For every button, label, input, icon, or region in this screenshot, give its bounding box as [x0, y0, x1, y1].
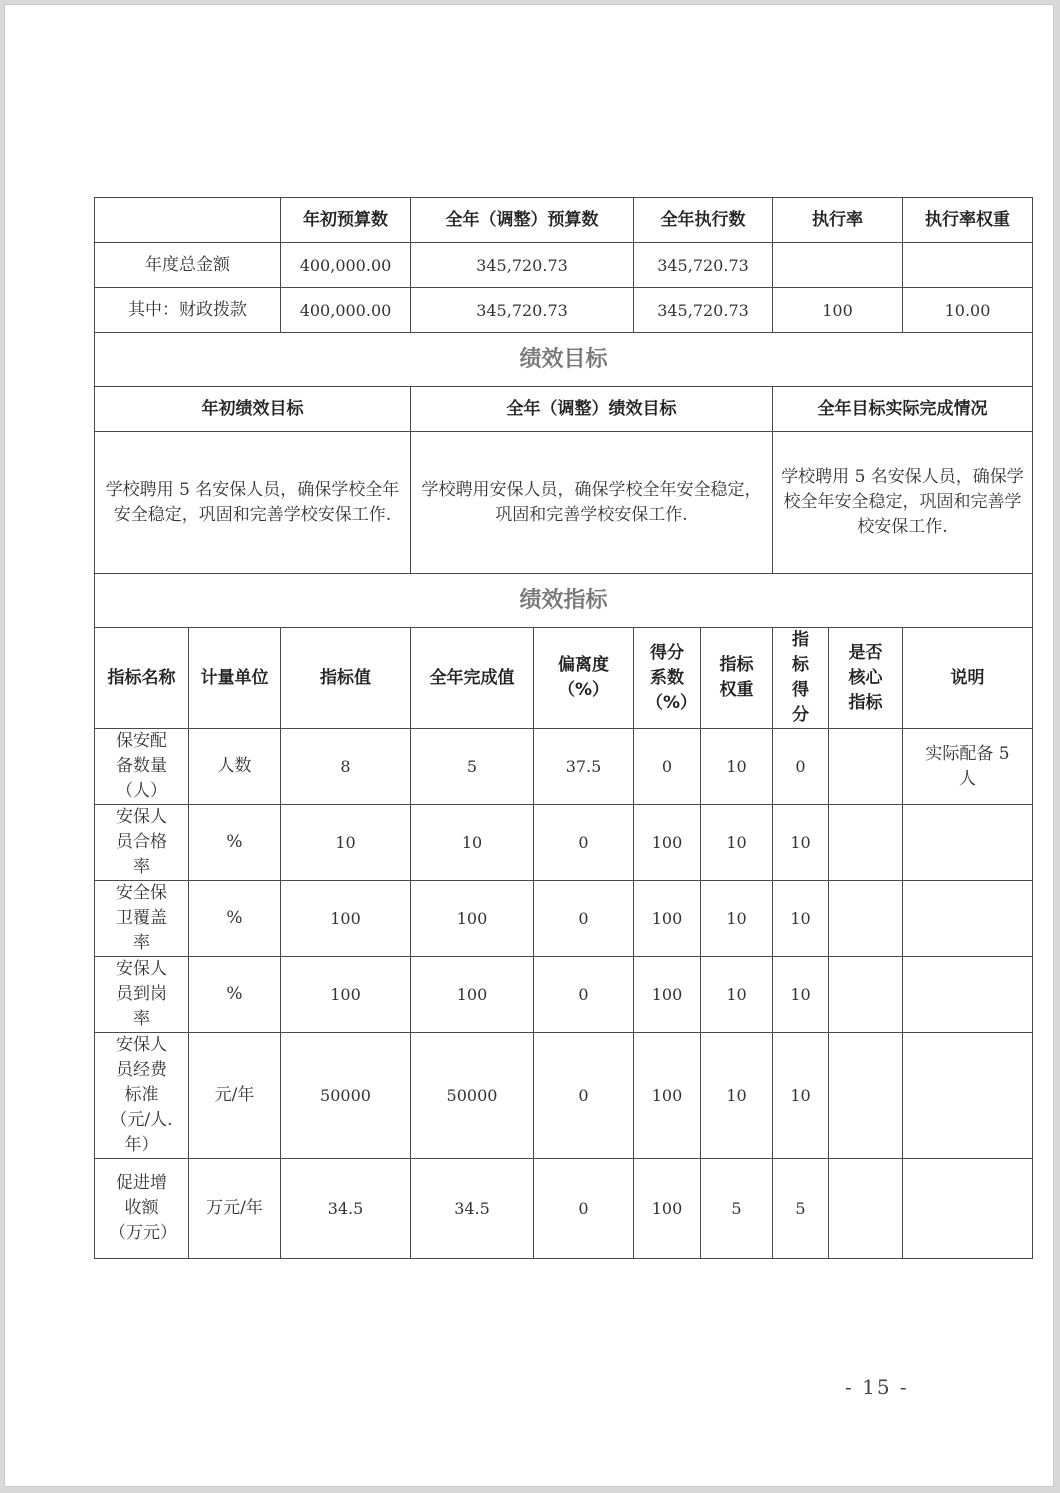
indicator-cell: 100 [634, 1033, 701, 1159]
indicator-cell: 37.5 [534, 729, 634, 805]
indicator-cell: % [189, 957, 281, 1033]
indicator-cell: 100 [634, 1159, 701, 1259]
table-row [95, 1159, 1033, 1259]
goals-header-cell: 全年目标实际完成情况 [773, 387, 1033, 432]
goal-adjusted: 学校聘用安保人员，确保学校全年安全稳定，巩固和完善学校安保工作. [411, 432, 773, 574]
indicator-header-cell: 说明 [903, 628, 1033, 729]
indicator-name: 保安配备数量（人） [95, 729, 189, 805]
indicator-cell: 10 [701, 881, 773, 957]
indicator-cell: 34.5 [281, 1159, 411, 1259]
indicator-cell [829, 1159, 903, 1259]
indicator-header-cell: 全年完成值 [411, 628, 534, 729]
budget-cell: 10.00 [903, 288, 1033, 333]
indicator-cell: 10 [701, 805, 773, 881]
indicator-name: 安保人员合格率 [95, 805, 189, 881]
goals-content-row [95, 432, 1033, 574]
indicator-cell: 10 [773, 805, 829, 881]
indicator-cell: 50000 [281, 1033, 411, 1159]
indicator-cell: 元/年 [189, 1033, 281, 1159]
budget-cell [773, 243, 903, 288]
indicator-cell: % [189, 881, 281, 957]
indicator-name: 安保人员到岗率 [95, 957, 189, 1033]
indicator-cell: 100 [634, 805, 701, 881]
performance-table [94, 197, 1033, 1259]
indicator-cell [829, 1033, 903, 1159]
budget-header-cell: 年初预算数 [281, 198, 411, 243]
indicator-cell: 10 [701, 729, 773, 805]
indicator-cell: 10 [773, 881, 829, 957]
section-title-goals: 绩效目标 [95, 333, 1033, 387]
indicator-header-cell: 计量单位 [189, 628, 281, 729]
budget-cell: 345,720.73 [411, 243, 634, 288]
indicator-note [903, 957, 1033, 1033]
budget-row [95, 288, 1033, 333]
indicator-cell [829, 957, 903, 1033]
indicator-cell [829, 881, 903, 957]
budget-row [95, 243, 1033, 288]
indicator-cell: 0 [534, 1159, 634, 1259]
goals-section-row [95, 333, 1033, 387]
indicator-cell: 8 [281, 729, 411, 805]
indicator-cell: 5 [773, 1159, 829, 1259]
budget-header-cell: 执行率权重 [903, 198, 1033, 243]
indicator-header-cell: 是否核心指标 [829, 628, 903, 729]
page-number: - 15 - [845, 1375, 909, 1399]
budget-cell [903, 243, 1033, 288]
indicator-cell: 0 [773, 729, 829, 805]
goal-initial: 学校聘用 5 名安保人员，确保学校全年安全稳定，巩固和完善学校安保工作. [95, 432, 411, 574]
table-row [95, 729, 1033, 805]
goals-header-cell: 全年（调整）绩效目标 [411, 387, 773, 432]
indicator-note [903, 805, 1033, 881]
budget-cell: 345,720.73 [634, 243, 773, 288]
document-page [4, 4, 1054, 1487]
indicator-cell: 10 [701, 1033, 773, 1159]
indicator-cell: 100 [634, 957, 701, 1033]
indicator-cell: 0 [534, 881, 634, 957]
indicator-header-cell: 偏离度（%） [534, 628, 634, 729]
indicator-cell: 100 [411, 957, 534, 1033]
indicator-cell: 0 [534, 1033, 634, 1159]
indicator-cell: 0 [634, 729, 701, 805]
indicator-cell: % [189, 805, 281, 881]
budget-header-cell [95, 198, 281, 243]
goal-actual: 学校聘用 5 名安保人员，确保学校全年安全稳定，巩固和完善学校安保工作. [773, 432, 1033, 574]
indicator-header-cell: 得分系数（%） [634, 628, 701, 729]
budget-header-cell: 全年（调整）预算数 [411, 198, 634, 243]
indicator-cell: 0 [534, 957, 634, 1033]
section-title-indicators: 绩效指标 [95, 574, 1033, 628]
indicator-cell: 5 [411, 729, 534, 805]
table-row [95, 881, 1033, 957]
budget-cell: 345,720.73 [411, 288, 634, 333]
indicator-cell: 10 [773, 957, 829, 1033]
indicator-header-cell: 指标得分 [773, 628, 829, 729]
budget-cell: 100 [773, 288, 903, 333]
indicator-cell: 100 [411, 881, 534, 957]
indicator-cell: 50000 [411, 1033, 534, 1159]
indicator-header-cell: 指标权重 [701, 628, 773, 729]
indicator-cell: 10 [701, 957, 773, 1033]
indicator-cell: 0 [534, 805, 634, 881]
budget-cell: 400,000.00 [281, 243, 411, 288]
indicator-cell: 10 [411, 805, 534, 881]
indicator-cell: 100 [281, 957, 411, 1033]
indicator-name: 安全保卫覆盖率 [95, 881, 189, 957]
budget-row-label: 年度总金额 [95, 243, 281, 288]
indicator-cell: 人数 [189, 729, 281, 805]
goals-header-row [95, 387, 1033, 432]
budget-cell: 400,000.00 [281, 288, 411, 333]
budget-cell: 345,720.73 [634, 288, 773, 333]
indicator-note: 实际配备 5 人 [903, 729, 1033, 805]
indicator-cell: 100 [634, 881, 701, 957]
indicator-header-cell: 指标值 [281, 628, 411, 729]
indicator-note [903, 881, 1033, 957]
indicator-name: 安保人员经费标准（元/人.年） [95, 1033, 189, 1159]
indicators-header-row [95, 628, 1033, 729]
budget-header-cell: 执行率 [773, 198, 903, 243]
goals-header-cell: 年初绩效目标 [95, 387, 411, 432]
table-row [95, 957, 1033, 1033]
budget-header-cell: 全年执行数 [634, 198, 773, 243]
budget-row-label: 其中：财政拨款 [95, 288, 281, 333]
indicator-cell: 万元/年 [189, 1159, 281, 1259]
table-row [95, 1033, 1033, 1159]
indicator-cell: 100 [281, 881, 411, 957]
indicator-name: 促进增收额（万元） [95, 1159, 189, 1259]
indicator-cell: 34.5 [411, 1159, 534, 1259]
indicators-section-row [95, 574, 1033, 628]
indicator-header-cell: 指标名称 [95, 628, 189, 729]
budget-header-row [95, 198, 1033, 243]
indicator-cell: 10 [773, 1033, 829, 1159]
indicator-cell [829, 729, 903, 805]
indicator-cell: 10 [281, 805, 411, 881]
indicator-note [903, 1033, 1033, 1159]
table-row [95, 805, 1033, 881]
indicator-cell: 5 [701, 1159, 773, 1259]
indicator-cell [829, 805, 903, 881]
indicator-note [903, 1159, 1033, 1259]
